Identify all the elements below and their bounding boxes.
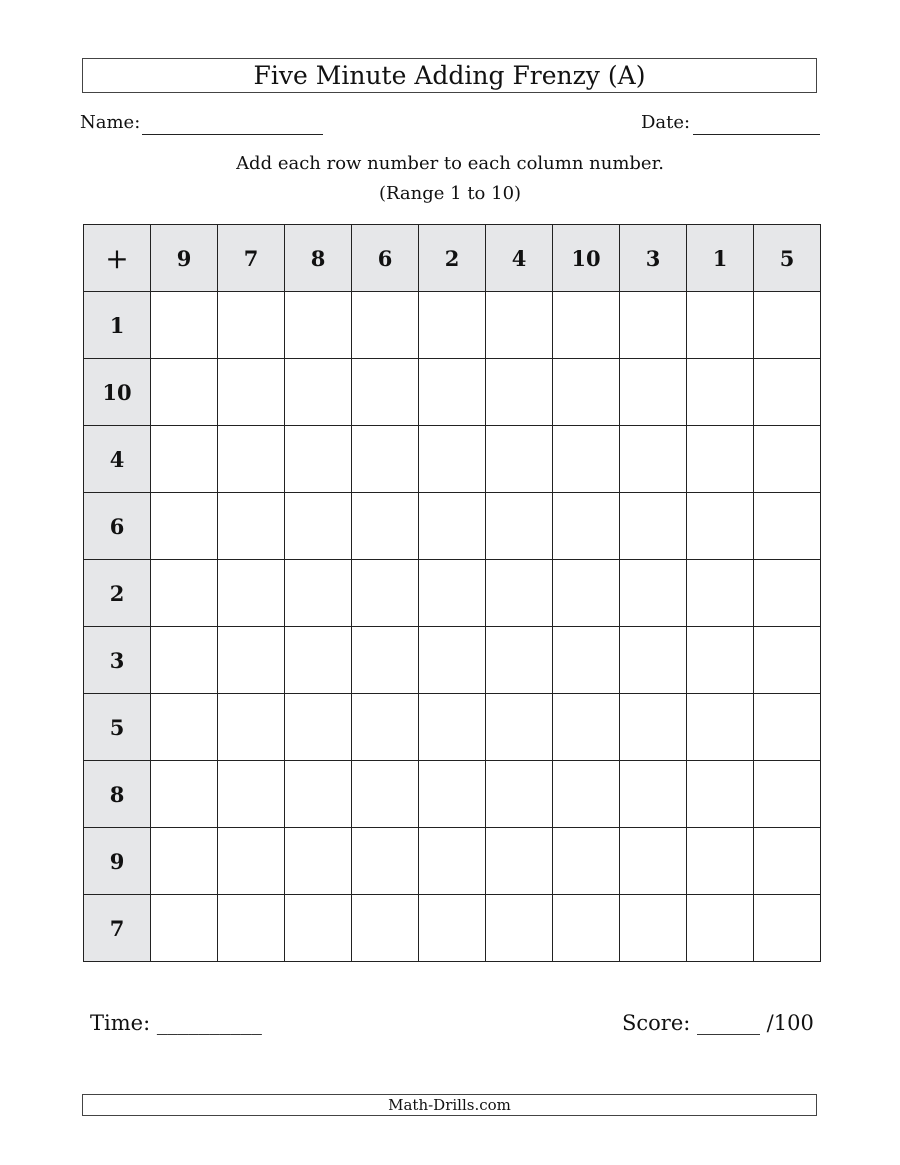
footer-source: Math-Drills.com [82, 1094, 817, 1116]
grid-row [84, 493, 821, 560]
answer-cell[interactable] [352, 292, 419, 359]
answer-cell[interactable] [352, 627, 419, 694]
answer-cell[interactable] [151, 292, 218, 359]
score-label: Score: ______ /100 [622, 1011, 814, 1035]
answer-cell[interactable] [687, 493, 754, 560]
column-header-cell: 6 [352, 225, 419, 292]
answer-cell[interactable] [218, 895, 285, 962]
answer-cell[interactable] [687, 359, 754, 426]
answer-cell[interactable] [620, 828, 687, 895]
answer-cell[interactable] [419, 560, 486, 627]
grid-header-row [84, 225, 821, 292]
row-header-cell: 5 [84, 694, 151, 761]
answer-cell[interactable] [553, 627, 620, 694]
time-label: Time: __________ [90, 1011, 262, 1035]
answer-cell[interactable] [687, 292, 754, 359]
answer-cell[interactable] [486, 560, 553, 627]
answer-cell[interactable] [218, 493, 285, 560]
answer-cell[interactable] [486, 359, 553, 426]
grid-row [84, 694, 821, 761]
row-header-cell: 8 [84, 761, 151, 828]
answer-cell[interactable] [553, 292, 620, 359]
answer-cell[interactable] [285, 359, 352, 426]
answer-cell[interactable] [687, 560, 754, 627]
answer-cell[interactable] [218, 828, 285, 895]
answer-cell[interactable] [754, 493, 821, 560]
answer-cell[interactable] [285, 493, 352, 560]
column-header-cell: 8 [285, 225, 352, 292]
answer-cell[interactable] [620, 694, 687, 761]
answer-cell[interactable] [218, 359, 285, 426]
instructions-line-1: Add each row number to each column number. [236, 153, 664, 174]
row-header-cell: 3 [84, 627, 151, 694]
answer-cell[interactable] [486, 694, 553, 761]
column-header-cell: 1 [687, 225, 754, 292]
answer-cell[interactable] [620, 627, 687, 694]
answer-cell[interactable] [151, 560, 218, 627]
answer-cell[interactable] [419, 627, 486, 694]
grid-row [84, 761, 821, 828]
answer-cell[interactable] [754, 761, 821, 828]
answer-cell[interactable] [151, 627, 218, 694]
answer-cell[interactable] [687, 828, 754, 895]
answer-cell[interactable] [687, 895, 754, 962]
row-header-cell: 7 [84, 895, 151, 962]
answer-cell[interactable] [620, 560, 687, 627]
answer-cell[interactable] [352, 694, 419, 761]
answer-cell[interactable] [285, 828, 352, 895]
answer-cell[interactable] [687, 761, 754, 828]
answer-cell[interactable] [486, 493, 553, 560]
answer-cell[interactable] [352, 493, 419, 560]
answer-cell[interactable] [352, 359, 419, 426]
name-label: Name: [80, 112, 141, 133]
answer-cell[interactable] [419, 426, 486, 493]
row-header-cell: 6 [84, 493, 151, 560]
row-header-cell: 9 [84, 828, 151, 895]
answer-cell[interactable] [151, 895, 218, 962]
answer-cell[interactable] [285, 761, 352, 828]
answer-cell[interactable] [352, 895, 419, 962]
answer-cell[interactable] [754, 627, 821, 694]
answer-cell[interactable] [687, 627, 754, 694]
answer-cell[interactable] [553, 359, 620, 426]
instructions-range: (Range 1 to 10) [378, 183, 522, 204]
answer-cell[interactable] [285, 694, 352, 761]
answer-cell[interactable] [486, 828, 553, 895]
answer-cell[interactable] [553, 694, 620, 761]
row-header-cell: 2 [84, 560, 151, 627]
grid-row [84, 426, 821, 493]
answer-cell[interactable] [352, 560, 419, 627]
column-header-cell: 5 [754, 225, 821, 292]
answer-cell[interactable] [620, 493, 687, 560]
answer-cell[interactable] [486, 895, 553, 962]
answer-cell[interactable] [553, 426, 620, 493]
answer-cell[interactable] [419, 761, 486, 828]
answer-cell[interactable] [352, 761, 419, 828]
answer-cell[interactable] [151, 426, 218, 493]
answer-cell[interactable] [620, 426, 687, 493]
column-header-cell: 3 [620, 225, 687, 292]
column-header-cell: 9 [151, 225, 218, 292]
answer-cell[interactable] [687, 426, 754, 493]
answer-cell[interactable] [218, 292, 285, 359]
answer-cell[interactable] [151, 828, 218, 895]
answer-cell[interactable] [218, 761, 285, 828]
column-header-cell: 4 [486, 225, 553, 292]
grid-row [84, 895, 821, 962]
plus-operator-cell: + [84, 225, 151, 292]
answer-cell[interactable] [285, 895, 352, 962]
answer-cell[interactable] [754, 694, 821, 761]
answer-cell[interactable] [754, 895, 821, 962]
column-header-cell: 2 [419, 225, 486, 292]
grid-row [84, 292, 821, 359]
date-label: Date: [641, 112, 691, 133]
column-header-cell: 7 [218, 225, 285, 292]
answer-cell[interactable] [620, 761, 687, 828]
answer-cell[interactable] [218, 426, 285, 493]
answer-cell[interactable] [754, 828, 821, 895]
worksheet-title: Five Minute Adding Frenzy (A) [82, 58, 817, 93]
answer-cell[interactable] [620, 895, 687, 962]
answer-cell[interactable] [151, 694, 218, 761]
row-header-cell: 4 [84, 426, 151, 493]
answer-cell[interactable] [486, 426, 553, 493]
answer-cell[interactable] [754, 292, 821, 359]
answer-cell[interactable] [151, 493, 218, 560]
answer-cell[interactable] [754, 426, 821, 493]
row-header-cell: 10 [84, 359, 151, 426]
answer-cell[interactable] [352, 828, 419, 895]
answer-cell[interactable] [285, 426, 352, 493]
answer-cell[interactable] [553, 560, 620, 627]
grid-row [84, 560, 821, 627]
grid-row [84, 359, 821, 426]
answer-cell[interactable] [285, 560, 352, 627]
answer-cell[interactable] [486, 627, 553, 694]
answer-cell[interactable] [285, 627, 352, 694]
answer-cell[interactable] [486, 761, 553, 828]
date-field[interactable] [693, 134, 820, 135]
addition-grid [83, 224, 821, 962]
answer-cell[interactable] [218, 694, 285, 761]
answer-cell[interactable] [687, 694, 754, 761]
answer-cell[interactable] [419, 828, 486, 895]
answer-cell[interactable] [553, 895, 620, 962]
grid-row [84, 627, 821, 694]
answer-cell[interactable] [620, 359, 687, 426]
answer-cell[interactable] [419, 292, 486, 359]
grid-row [84, 828, 821, 895]
answer-cell[interactable] [285, 292, 352, 359]
answer-cell[interactable] [218, 560, 285, 627]
answer-cell[interactable] [754, 359, 821, 426]
answer-cell[interactable] [620, 292, 687, 359]
answer-cell[interactable] [486, 292, 553, 359]
answer-cell[interactable] [352, 426, 419, 493]
answer-cell[interactable] [419, 694, 486, 761]
answer-cell[interactable] [553, 828, 620, 895]
answer-cell[interactable] [218, 627, 285, 694]
row-header-cell: 1 [84, 292, 151, 359]
answer-cell[interactable] [419, 359, 486, 426]
answer-cell[interactable] [553, 761, 620, 828]
answer-cell[interactable] [151, 359, 218, 426]
answer-cell[interactable] [419, 493, 486, 560]
answer-cell[interactable] [553, 493, 620, 560]
column-header-cell: 10 [553, 225, 620, 292]
answer-cell[interactable] [419, 895, 486, 962]
answer-cell[interactable] [754, 560, 821, 627]
answer-cell[interactable] [151, 761, 218, 828]
name-field[interactable] [142, 134, 323, 135]
